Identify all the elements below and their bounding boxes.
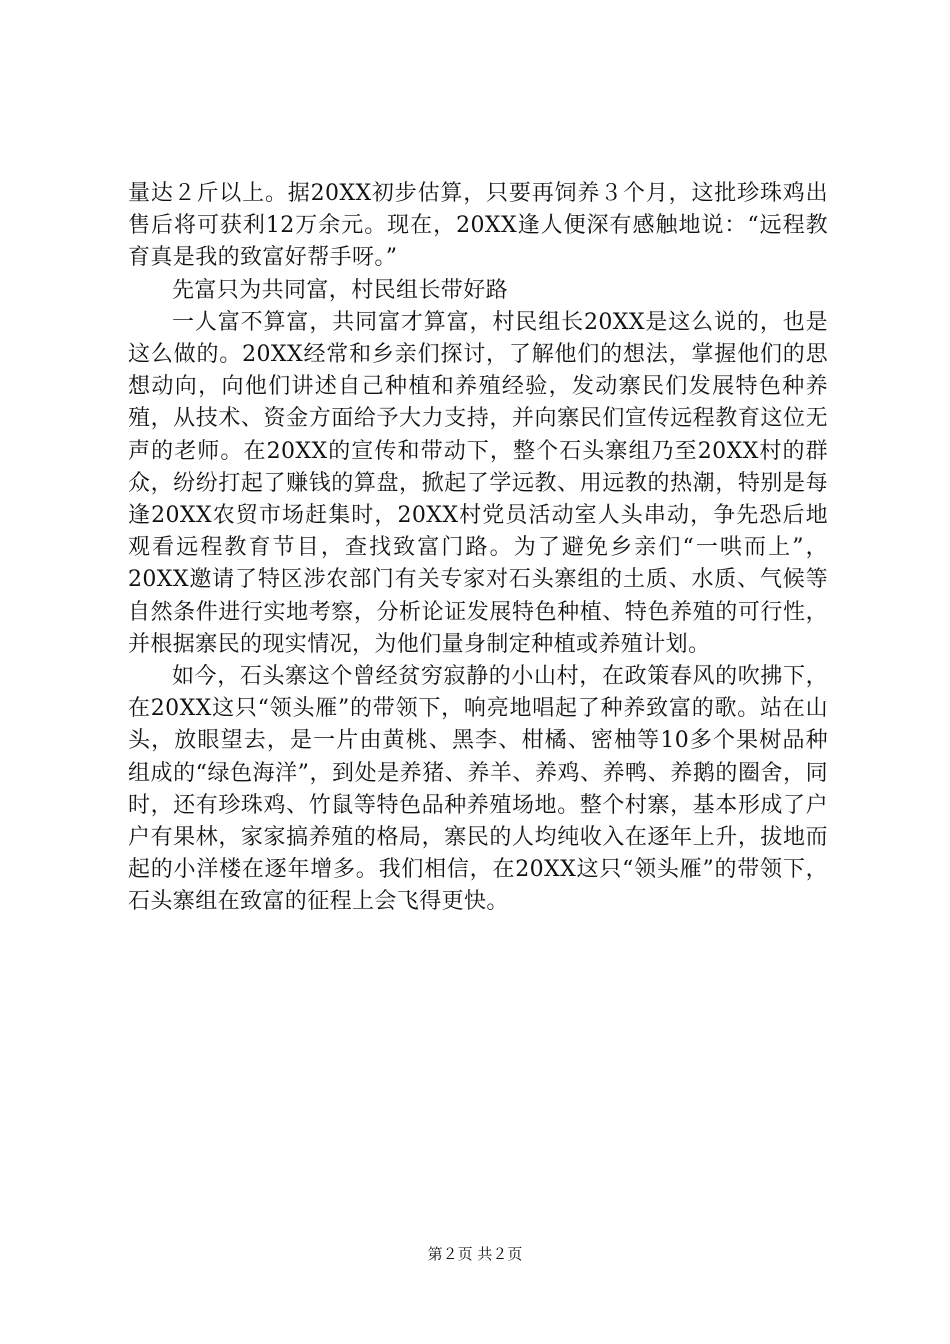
paragraph-village-today: 如今，石头寨这个曾经贫穷寂静的小山村，在政策春风的吹拂下，在20XX这只“领头雁”的带领下，响亮地唱起了种养致富的歌。站在山头，放眼望去，是一片由黄桃、黑李、柑橘、密柚等10多个果树品种组成的“绿色海洋”，到处是养猪、养羊、养鸡、养鸭、养鹅的圈舍，同时，还有珍珠鸡、竹鼠等特色品种养殖场地。整个村寨，基本形成了户户有果林，家家搞养殖的格局，寨民的人均纯收入在逐年上升，拔地而起的小洋楼在逐年增多。我们相信，在20XX这只“领头雁”的带领下，石头寨组在致富的征程上会飞得更快。 [128,664,828,915]
paragraph-continuation: 量达２斤以上。据20XX初步估算，只要再饲养３个月，这批珍珠鸡出售后将可获利12万余元。现在，20XX逢人便深有感触地说：“远程教育真是我的致富好帮手呀。” [128,181,828,271]
document-body [128,178,828,919]
paragraph-leader-story: 一人富不算富，共同富才算富，村民组长20XX是这么说的，也是这么做的。20XX经常和乡亲们探讨，了解他们的想法，掌握他们的思想动向，向他们讲述自己种植和养殖经验，发动寨民们发展特色种养殖，从技术、资金方面给予大力支持，并向寨民们宣传远程教育这位无声的老师。在20XX的宣传和带动下，整个石头寨组乃至20XX村的群众，纷纷打起了赚钱的算盘，掀起了学远教、用远教的热潮，特别是每逢20XX农贸市场赶集时，20XX村党员活动室人头串动，争先恐后地观看远程教育节目，查找致富门路。为了避免乡亲们“一哄而上”，20XX邀请了特区涉农部门有关专家对石头寨组的土质、水质、气候等自然条件进行实地考察，分析论证发展特色种植、特色养殖的可行性，并根据寨民的现实情况，为他们量身制定种植或养殖计划。 [128,309,828,657]
page-number-footer: 第２页 共２页 [427,1245,523,1263]
section-heading: 先富只为共同富，村民组长带好路 [172,277,509,303]
